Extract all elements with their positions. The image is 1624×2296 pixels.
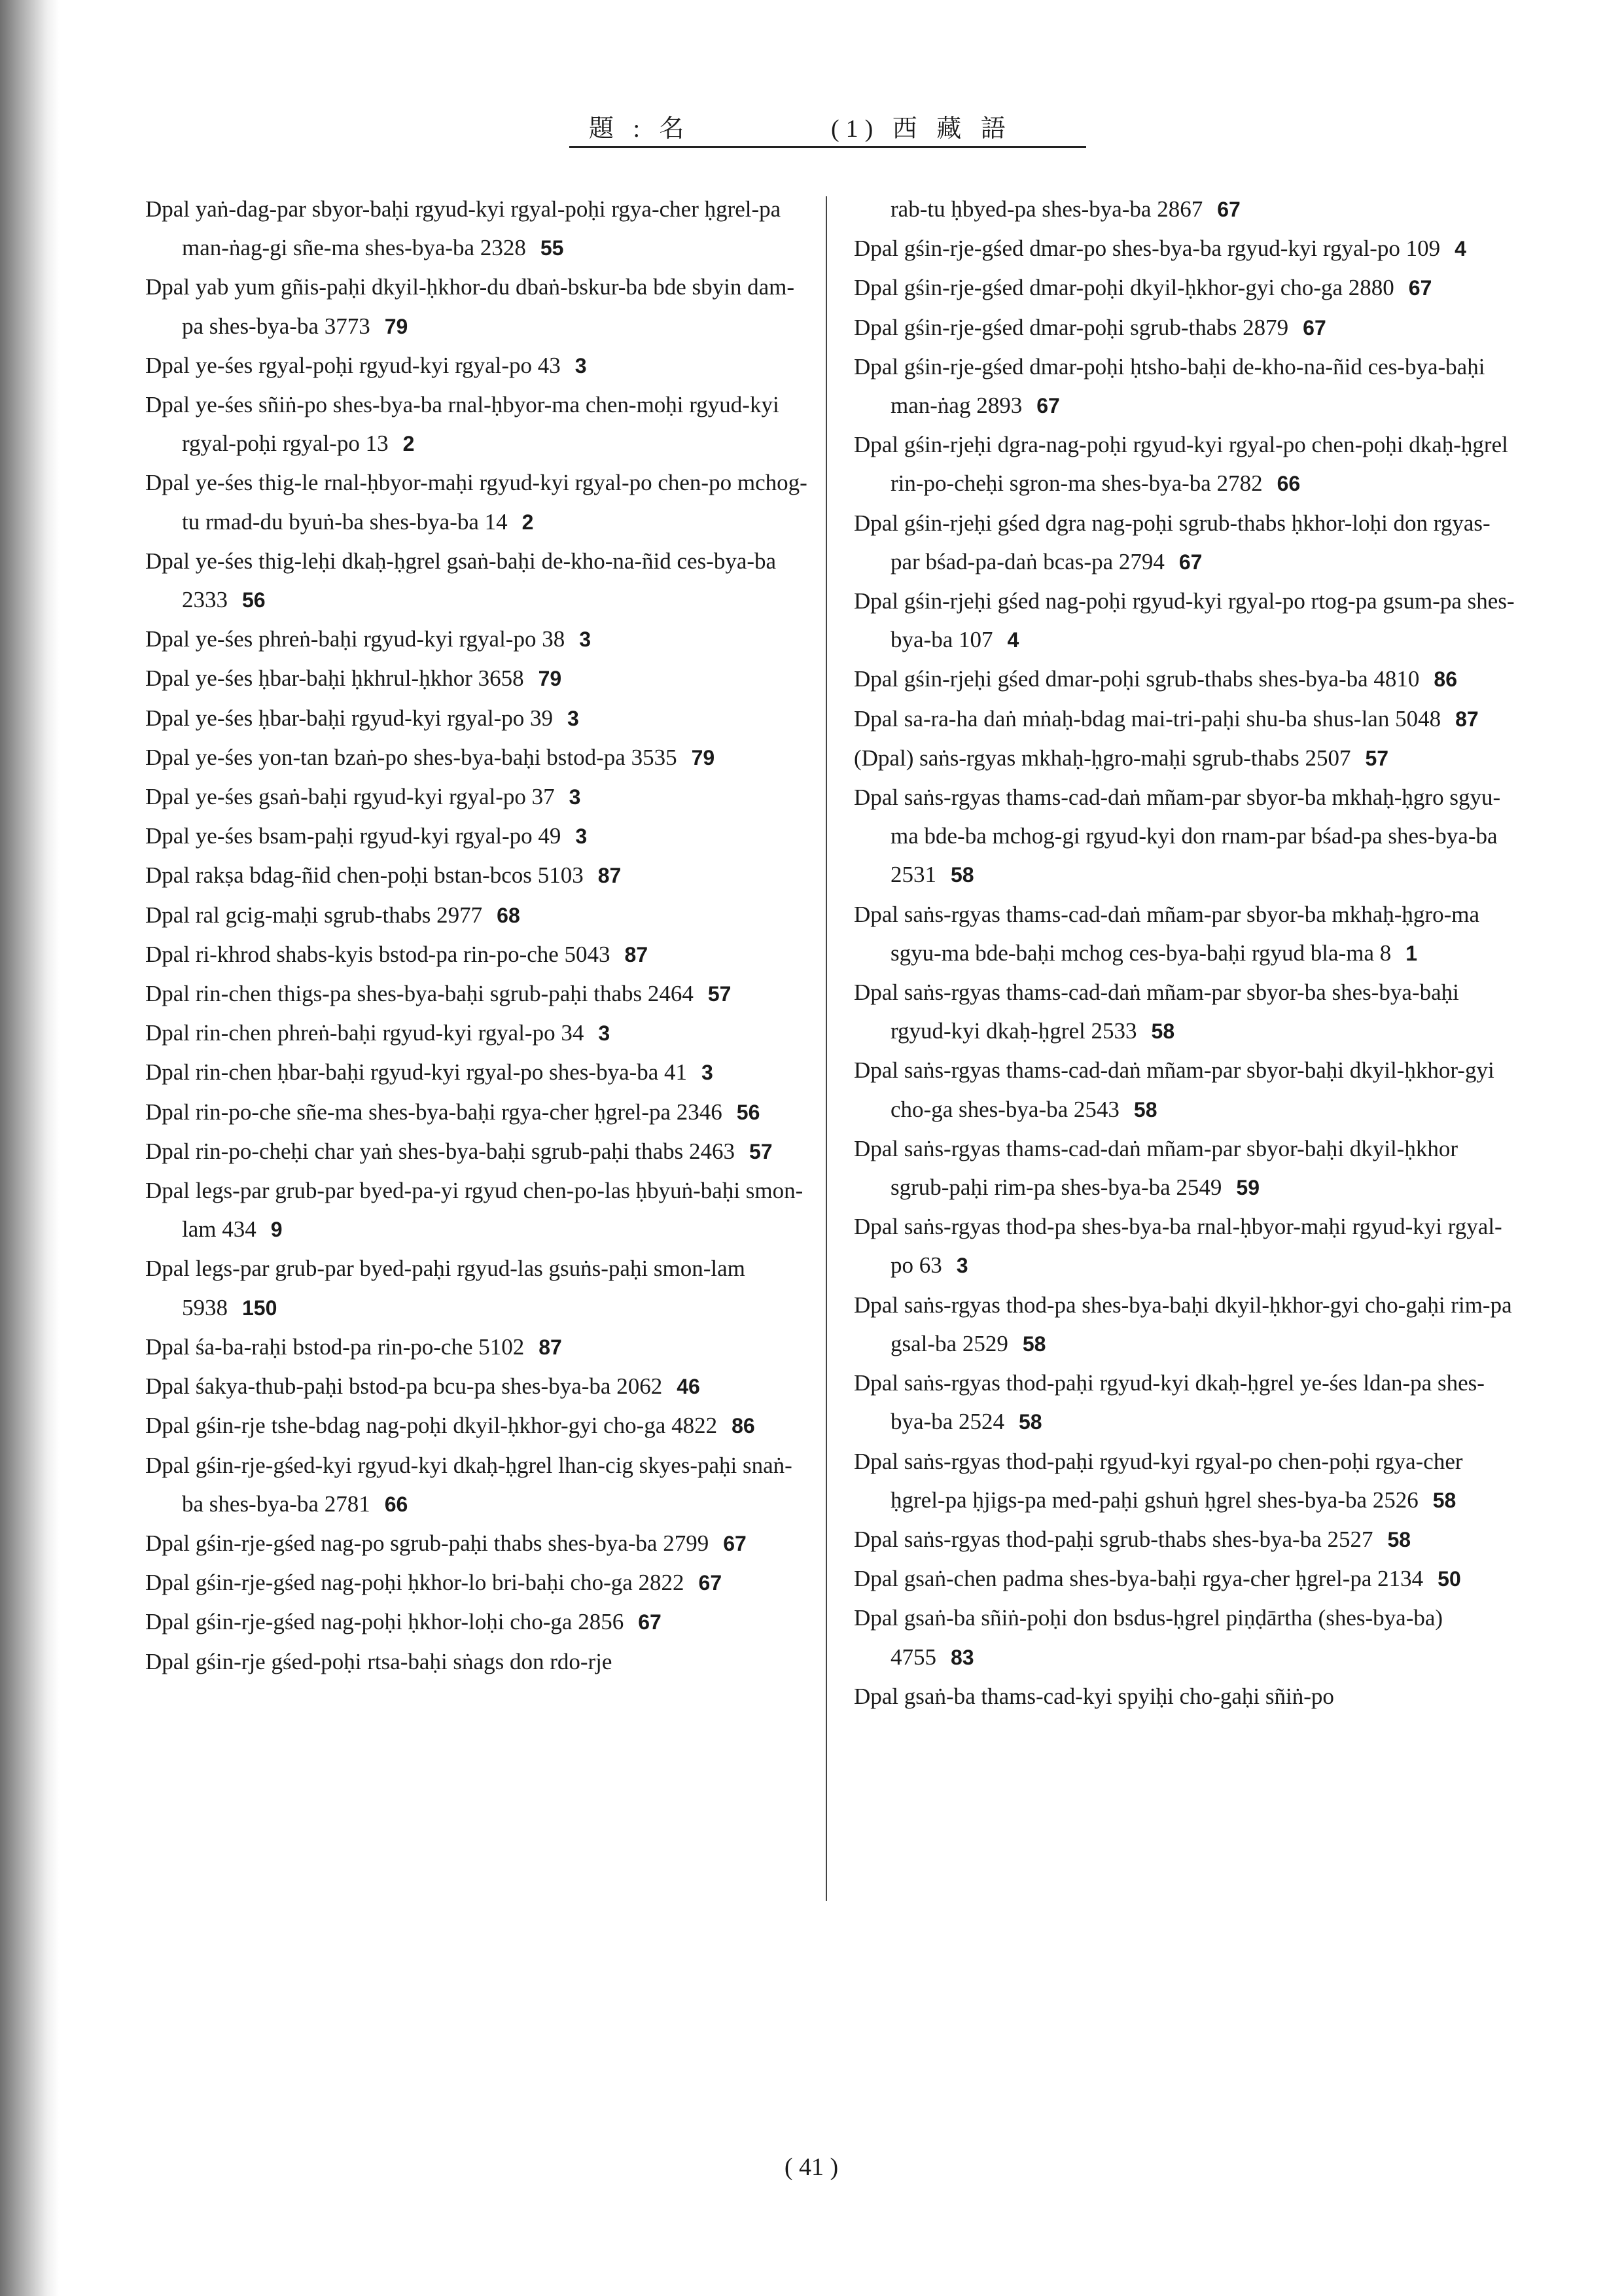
index-entry — [854, 1677, 1515, 1716]
entry-volume-ref: 87 — [624, 942, 648, 966]
entry-number: 2867 — [1157, 196, 1203, 222]
entry-volume-ref: 57 — [749, 1139, 773, 1163]
entry-number: 43 — [537, 352, 561, 378]
entry-text: Dpal yaṅ-dag-par sbyor-baḥi rgyud-kyi rgyal-poḥi rgya-cher ḥgrel-pa man-ṅag-gi sñe-ma shes-bya-ba — [145, 196, 781, 261]
entry-text: Dpal gśin-rje-gśed dmar-po shes-bya-ba rgyud-kyi rgyal-po — [854, 236, 1400, 262]
index-entry — [145, 620, 807, 659]
entry-text: (Dpal) saṅs-rgyas mkhaḥ-ḥgro-maḥi sgrub-thabs — [854, 745, 1299, 771]
entry-title — [145, 659, 807, 698]
entry-volume-ref: 58 — [1022, 1332, 1046, 1356]
page-binding-shadow — [0, 0, 59, 2296]
entry-volume-ref: 3 — [574, 353, 587, 378]
entry-number: 38 — [542, 626, 565, 652]
entry-number: 2799 — [663, 1530, 709, 1556]
entry-text: Dpal rin-po-cheḥi char yaṅ shes-bya-baḥi sgrub-paḥi thabs — [145, 1138, 684, 1164]
index-entry — [145, 1014, 807, 1053]
entry-volume-ref: 9 — [270, 1218, 283, 1242]
index-entry — [854, 895, 1515, 973]
index-entry — [854, 582, 1515, 660]
entry-volume-ref: 56 — [242, 588, 266, 612]
entry-title — [145, 1446, 807, 1524]
entry-text: Dpal gśin-rjeḥi gśed dgra nag-poḥi sgrub-thabs ḥkhor-loḥi don rgyas-par bśad-pa-daṅ bcas-pa — [854, 510, 1491, 574]
entry-number: 2533 — [1091, 1018, 1137, 1044]
entry-text: Dpal legs-par grub-par byed-pa-yi rgyud chen-po-las ḥbyuṅ-baḥi smon-lam — [145, 1178, 803, 1243]
entry-number: 4755 — [891, 1644, 936, 1670]
entry-title — [854, 347, 1515, 425]
entry-number: 2062 — [616, 1373, 663, 1400]
index-entry — [145, 1171, 807, 1249]
entry-number: 3658 — [478, 665, 524, 692]
index-entry — [145, 190, 807, 268]
entry-number: 39 — [530, 705, 553, 731]
index-entry — [145, 1446, 807, 1524]
index-entry — [145, 346, 807, 385]
index-entry — [854, 504, 1515, 582]
entry-text: Dpal śa-ba-raḥi bstod-pa rin-po-che — [145, 1333, 473, 1360]
entry-volume-ref: 67 — [1178, 550, 1203, 574]
entry-title — [145, 777, 807, 817]
entry-title — [145, 1093, 807, 1132]
index-entry — [854, 699, 1515, 739]
entry-title — [145, 935, 807, 974]
entry-title — [145, 190, 807, 268]
index-entry — [145, 896, 807, 935]
entry-text: Dpal saṅs-rgyas thams-cad-daṅ mñam-par sbyor-baḥi dkyil-ḥkhor-gyi cho-ga shes-bya-ba — [854, 1057, 1494, 1122]
page-number: ( 41 ) — [784, 2153, 839, 2181]
entry-title — [854, 504, 1515, 582]
entry-number: 2507 — [1305, 745, 1351, 771]
entry-text: Dpal saṅs-rgyas thams-cad-daṅ mñam-par sbyor-ba mkhaḥ-ḥgro sgyu-ma bde-ba mchog-gi rgyud-kyi don rnam-par bśad-pa shes-bya-ba — [854, 785, 1501, 849]
entry-number: 5938 — [182, 1294, 228, 1320]
index-entry — [854, 739, 1515, 778]
index-entry — [854, 268, 1515, 308]
entry-volume-ref: 3 — [579, 627, 591, 652]
entry-title — [145, 896, 807, 935]
entry-number: 2464 — [647, 981, 694, 1007]
entry-volume-ref: 58 — [1151, 1019, 1175, 1044]
entry-text: Dpal rin-po-che sñe-ma shes-bya-baḥi rgya-cher ḥgrel-pa — [145, 1099, 671, 1125]
entry-number: 2781 — [324, 1491, 370, 1517]
entry-volume-ref: 67 — [1036, 394, 1060, 418]
entry-number: 2346 — [676, 1099, 722, 1125]
entry-text: Dpal ye-śes thig-le rnal-ḥbyor-maḥi rgyud-kyi rgyal-po chen-po mchog-tu rmad-du byuṅ-ba shes-bya-ba — [145, 470, 807, 535]
entry-number: 5048 — [1395, 705, 1441, 732]
index-entry — [145, 777, 807, 817]
index-entry — [854, 1364, 1515, 1441]
entry-title — [145, 1602, 807, 1642]
entry-volume-ref: 4 — [1455, 237, 1466, 261]
entry-text: Dpal gśin-rje gśed-poḥi rtsa-baḥi sṅags don rdo-rje — [145, 1648, 612, 1674]
index-entry — [145, 1367, 807, 1406]
entry-text: Dpal gsaṅ-ba thams-cad-kyi spyiḥi cho-gaḥi sñiṅ-po — [854, 1683, 1334, 1709]
entry-volume-ref: 46 — [677, 1375, 700, 1399]
entry-volume-ref: 67 — [1217, 198, 1241, 221]
entry-volume-ref: 56 — [736, 1100, 760, 1124]
index-entry — [854, 660, 1515, 699]
entry-text: Dpal gśin-rje-gśed dmar-poḥi sgrub-thabs — [854, 314, 1237, 340]
entry-text: Dpal gśin-rjeḥi dgra-nag-poḥi rgyud-kyi rgyal-po chen-poḥi dkaḥ-ḥgrel rin-po-cheḥi sgron-ma shes-bya-ba — [854, 432, 1508, 497]
index-entry — [854, 308, 1515, 347]
entry-text: Dpal saṅs-rgyas thams-cad-daṅ mñam-par sbyor-baḥi dkyil-ḥkhor sgrub-paḥi rim-pa shes-bya-ba — [854, 1135, 1458, 1201]
entry-title — [854, 190, 1515, 229]
entry-title — [854, 1442, 1515, 1520]
entry-title — [145, 385, 807, 463]
entry-volume-ref: 58 — [1018, 1410, 1042, 1434]
entry-text: Dpal sa-ra-ha daṅ mṅaḥ-bdag mai-tri-paḥi shu-ba shus-lan — [854, 705, 1390, 732]
entry-volume-ref: 3 — [598, 1021, 610, 1046]
entry-text: Dpal gsaṅ-chen padma shes-bya-baḥi rgya-cher ḥgrel-pa — [854, 1566, 1372, 1592]
entry-number: 434 — [222, 1216, 256, 1243]
entry-title — [854, 778, 1515, 895]
entry-text: Dpal ral gcig-maḥi sgrub-thabs — [145, 902, 431, 928]
entry-number: 34 — [561, 1020, 584, 1046]
entry-volume-ref: 2 — [402, 432, 415, 456]
entry-number: 5103 — [537, 862, 584, 889]
entry-text: Dpal rin-chen ḥbar-baḥi rgyud-kyi rgyal-po shes-bya-ba — [145, 1059, 659, 1086]
entry-text: Dpal gśin-rje-gśed-kyi rgyud-kyi dkaḥ-ḥgrel lhan-cig skyes-paḥi snaṅ-ba shes-bya-ba — [145, 1452, 792, 1517]
index-entry — [145, 268, 807, 345]
entry-text: Dpal saṅs-rgyas thod-pa shes-bya-ba rnal-ḥbyor-maḥi rgyud-kyi rgyal-po — [854, 1214, 1502, 1279]
entry-volume-ref: 150 — [242, 1296, 277, 1320]
entry-number: 3773 — [324, 313, 370, 339]
entry-volume-ref: 87 — [1455, 707, 1479, 731]
entry-number: 2893 — [976, 393, 1023, 419]
entry-text: Dpal saṅs-rgyas thams-cad-daṅ mñam-par sbyor-ba mkhaḥ-ḥgro-ma sgyu-ma bde-baḥi mchog ces-bya-baḥi rgyud bla-ma — [854, 901, 1479, 966]
index-entry — [145, 1406, 807, 1445]
entry-number: 2856 — [578, 1609, 624, 1635]
entry-volume-ref: 67 — [698, 1571, 722, 1595]
entry-text: Dpal rin-chen phreṅ-baḥi rgyud-kyi rgyal-po — [145, 1020, 556, 1046]
entry-volume-ref: 55 — [540, 236, 564, 260]
index-entry — [854, 1286, 1515, 1364]
entry-title — [145, 1524, 807, 1563]
left-column — [145, 190, 807, 1681]
entry-title — [145, 817, 807, 856]
index-entry — [854, 190, 1515, 229]
index-entry — [854, 1129, 1515, 1207]
entry-number: 2526 — [1372, 1487, 1419, 1513]
entry-title — [145, 1642, 807, 1681]
index-entry — [145, 542, 807, 620]
header-title: 題 : 名 — [589, 115, 691, 143]
index-entry — [854, 347, 1515, 425]
entry-number: 2543 — [1073, 1096, 1120, 1122]
entry-number: 109 — [1405, 236, 1441, 262]
entry-text: Dpal saṅs-rgyas thams-cad-daṅ mñam-par sbyor-ba shes-bya-baḥi rgyud-kyi dkaḥ-ḥgrel — [854, 980, 1459, 1044]
entry-title — [145, 346, 807, 385]
entry-volume-ref: 87 — [597, 864, 622, 888]
entry-number: 2782 — [1216, 470, 1263, 497]
index-entry — [145, 817, 807, 856]
index-entry — [145, 1132, 807, 1171]
entry-title — [145, 699, 807, 738]
entry-title — [854, 699, 1515, 739]
entry-volume-ref: 67 — [1303, 315, 1326, 340]
entry-volume-ref: 2 — [521, 510, 534, 534]
column-divider — [826, 196, 827, 1901]
index-entry — [145, 659, 807, 698]
index-entry — [145, 1642, 807, 1681]
entry-volume-ref: 66 — [1277, 472, 1301, 496]
entry-title — [145, 620, 807, 659]
header-section: (1) 西 藏 語 — [831, 115, 1012, 143]
entry-volume-ref: 83 — [951, 1645, 974, 1669]
entry-number: 3535 — [631, 744, 677, 770]
entry-text: Dpal saṅs-rgyas thod-paḥi sgrub-thabs shes-bya-ba — [854, 1526, 1322, 1552]
entry-title — [854, 1598, 1515, 1676]
entry-text: Dpal rin-chen thigs-pa shes-bya-baḥi sgrub-paḥi thabs — [145, 981, 643, 1007]
entry-title — [145, 1367, 807, 1406]
entry-volume-ref: 86 — [1434, 667, 1457, 692]
entry-title — [145, 1171, 807, 1249]
entry-volume-ref: 66 — [384, 1492, 408, 1516]
entry-volume-ref: 58 — [1133, 1097, 1157, 1122]
entry-number: 4822 — [671, 1413, 718, 1439]
entry-text: Dpal yab yum gñis-paḥi dkyil-ḥkhor-du dbaṅ-bskur-ba bde sbyin dam-pa shes-bya-ba — [145, 274, 795, 339]
entry-number: 37 — [531, 784, 555, 810]
entry-number: 4810 — [1373, 666, 1420, 692]
entry-number: 2794 — [1118, 548, 1165, 574]
entry-title — [854, 1364, 1515, 1441]
index-entry — [145, 1249, 807, 1327]
entry-number: 5043 — [564, 941, 610, 967]
index-entry — [854, 1051, 1515, 1129]
entry-text: Dpal gsaṅ-ba sñiṅ-poḥi don bsdus-ḥgrel piṇḍārtha (shes-bya-ba) — [854, 1605, 1443, 1631]
entry-volume-ref: 3 — [956, 1254, 968, 1278]
entry-text: Dpal ye-śes ḥbar-baḥi rgyud-kyi rgyal-po — [145, 705, 525, 731]
entry-text: Dpal ye-śes bsam-paḥi rgyud-kyi rgyal-po — [145, 823, 533, 849]
entry-title — [145, 738, 807, 777]
index-entry — [854, 1442, 1515, 1520]
entry-number: 2822 — [638, 1570, 684, 1596]
entry-volume-ref: 67 — [723, 1531, 747, 1555]
entry-number: 2524 — [958, 1409, 1004, 1435]
entry-number: 2977 — [436, 902, 483, 928]
entry-number: 2134 — [1377, 1566, 1424, 1592]
index-entry — [854, 1207, 1515, 1285]
entry-number: 49 — [538, 823, 561, 849]
entry-number: 2879 — [1243, 314, 1289, 340]
entry-title — [145, 1053, 807, 1092]
entry-text: Dpal rakṣa bdag-ñid chen-poḥi bstan-bcos — [145, 862, 532, 889]
entry-title — [854, 1559, 1515, 1598]
entry-title — [854, 1129, 1515, 1207]
entry-number: 13 — [365, 431, 389, 457]
entry-number: 2880 — [1348, 275, 1394, 301]
entry-text: Dpal gśin-rje-gśed nag-poḥi ḥkhor-lo bri-baḥi cho-ga — [145, 1570, 633, 1596]
entry-text: Dpal saṅs-rgyas thod-paḥi rgyud-kyi rgyal-po chen-poḥi rgya-cher ḥgrel-pa ḥjigs-pa med-paḥi gshuṅ ḥgrel shes-bya-ba — [854, 1448, 1463, 1513]
entry-volume-ref: 3 — [569, 785, 581, 809]
entry-volume-ref: 79 — [384, 314, 408, 338]
entry-text: rab-tu ḥbyed-pa shes-bya-ba — [891, 196, 1152, 222]
entry-volume-ref: 79 — [538, 667, 562, 691]
index-entry — [854, 229, 1515, 268]
index-entry — [145, 856, 807, 895]
entry-number: 14 — [484, 508, 508, 535]
entry-volume-ref: 87 — [538, 1335, 562, 1359]
entry-text: Dpal ri-khrod shabs-kyis bstod-pa rin-po-che — [145, 941, 559, 967]
index-entry — [145, 1602, 807, 1642]
index-entry — [145, 1563, 807, 1602]
index-entry — [854, 1598, 1515, 1676]
index-entry — [145, 1053, 807, 1092]
entry-number: 107 — [958, 627, 993, 653]
entry-number: 41 — [664, 1059, 688, 1086]
index-entry — [854, 973, 1515, 1051]
entry-title — [854, 1520, 1515, 1559]
entry-title — [854, 973, 1515, 1051]
entry-title — [854, 1286, 1515, 1364]
index-entry — [145, 463, 807, 541]
entry-text: Dpal śakya-thub-paḥi bstod-pa bcu-pa shes-bya-ba — [145, 1373, 611, 1400]
entry-volume-ref: 1 — [1405, 941, 1418, 965]
entry-volume-ref: 59 — [1236, 1176, 1260, 1200]
entry-text: Dpal saṅs-rgyas thod-paḥi rgyud-kyi dkaḥ-ḥgrel ye-śes ldan-pa shes-bya-ba — [854, 1370, 1485, 1435]
entry-title — [854, 308, 1515, 347]
entry-volume-ref: 4 — [1007, 628, 1019, 652]
entry-title — [854, 425, 1515, 503]
index-entry — [145, 385, 807, 463]
entry-title — [854, 268, 1515, 308]
entry-number: 2463 — [688, 1138, 735, 1164]
entry-title — [145, 1249, 807, 1327]
entry-volume-ref: 57 — [1365, 746, 1389, 770]
entry-number: 2328 — [480, 235, 526, 261]
entry-text: Dpal ye-śes sñiṅ-po shes-bya-ba rnal-ḥbyor-ma chen-moḥi rgyud-kyi rgyal-poḥi rgyal-po — [145, 392, 779, 457]
entry-text: Dpal gśin-rjeḥi gśed nag-poḥi rgyud-kyi rgyal-po rtog-pa gsum-pa shes-bya-ba — [854, 588, 1515, 653]
entry-text: Dpal gśin-rje-gśed dmar-poḥi dkyil-ḥkhor-gyi cho-ga — [854, 275, 1343, 301]
entry-volume-ref: 86 — [732, 1414, 755, 1438]
entry-text: Dpal ye-śes thig-leḥi dkaḥ-ḥgrel gsaṅ-baḥi de-kho-na-ñid ces-bya-ba — [145, 548, 777, 574]
entry-text: Dpal gśin-rje-gśed nag-poḥi ḥkhor-loḥi cho-ga — [145, 1609, 573, 1635]
entry-volume-ref: 67 — [1408, 276, 1432, 300]
entry-text: Dpal ye-śes yon-tan bzaṅ-po shes-bya-baḥi bstod-pa — [145, 744, 626, 770]
entry-text: Dpal ye-śes gsaṅ-baḥi rgyud-kyi rgyal-po — [145, 784, 526, 810]
entry-volume-ref: 58 — [1432, 1488, 1456, 1512]
entry-title — [854, 1207, 1515, 1285]
entry-title — [854, 739, 1515, 778]
index-entry — [145, 1328, 807, 1367]
entry-volume-ref: 50 — [1438, 1567, 1461, 1591]
entry-volume-ref: 68 — [497, 903, 520, 927]
entry-text: Dpal gśin-rjeḥi gśed dmar-poḥi sgrub-thabs shes-bya-ba — [854, 666, 1368, 692]
entry-volume-ref: 3 — [575, 824, 588, 849]
entry-number: 63 — [919, 1252, 942, 1279]
entry-text: Dpal ye-śes phreṅ-baḥi rgyud-kyi rgyal-po — [145, 626, 537, 652]
entry-text: Dpal ye-śes rgyal-poḥi rgyud-kyi rgyal-po — [145, 352, 533, 378]
entry-text: Dpal legs-par grub-par byed-paḥi rgyud-las gsuṅs-paḥi smon-lam — [145, 1256, 745, 1282]
entry-number: 2529 — [962, 1330, 1008, 1356]
entry-title — [854, 895, 1515, 973]
entry-number: 2531 — [891, 862, 936, 888]
entry-title — [145, 542, 807, 620]
entry-title — [145, 1406, 807, 1445]
entry-title — [854, 582, 1515, 660]
entry-text: Dpal gśin-rje-gśed dmar-poḥi ḥtsho-baḥi de-kho-na-ñid ces-bya-baḥi man-ṅag — [854, 353, 1485, 419]
entry-volume-ref: 67 — [638, 1610, 662, 1634]
entry-title — [145, 1563, 807, 1602]
index-entry — [145, 1524, 807, 1563]
entry-number: 5102 — [478, 1333, 525, 1360]
entry-title — [145, 463, 807, 541]
index-entry — [145, 738, 807, 777]
entry-title — [145, 1328, 807, 1367]
entry-text: Dpal gśin-rje-gśed nag-po sgrub-paḥi thabs shes-bya-ba — [145, 1530, 658, 1556]
index-entry — [854, 1520, 1515, 1559]
right-column — [854, 190, 1515, 1716]
index-entry — [145, 1093, 807, 1132]
entry-title — [145, 856, 807, 895]
entry-title — [854, 1051, 1515, 1129]
entry-number: 2333 — [182, 587, 228, 613]
entry-number: 2527 — [1327, 1526, 1373, 1552]
index-entry — [145, 974, 807, 1014]
index-entry — [854, 1559, 1515, 1598]
running-header — [569, 108, 1086, 148]
entry-volume-ref: 3 — [567, 706, 579, 730]
entry-text: Dpal saṅs-rgyas thod-pa shes-bya-baḥi dkyil-ḥkhor-gyi cho-gaḥi rim-pa gsal-ba — [854, 1292, 1512, 1356]
entry-text: Dpal ye-śes ḥbar-baḥi ḥkhrul-ḥkhor — [145, 665, 472, 692]
entry-number: 2549 — [1176, 1174, 1222, 1201]
index-entry — [854, 778, 1515, 895]
index-entry — [854, 425, 1515, 503]
entry-text: Dpal gśin-rje tshe-bdag nag-poḥi dkyil-ḥkhor-gyi cho-ga — [145, 1413, 666, 1439]
entry-number: 8 — [1379, 940, 1392, 966]
index-entry — [145, 935, 807, 974]
entry-title — [145, 1014, 807, 1053]
entry-title — [854, 229, 1515, 268]
entry-title — [854, 660, 1515, 699]
index-entry — [145, 699, 807, 738]
entry-title — [854, 1677, 1515, 1716]
entry-volume-ref: 58 — [1387, 1527, 1411, 1551]
entry-title — [145, 1132, 807, 1171]
entry-volume-ref: 58 — [951, 863, 974, 887]
entry-volume-ref: 57 — [707, 982, 732, 1006]
entry-title — [145, 268, 807, 345]
entry-volume-ref: 79 — [691, 745, 715, 769]
entry-title — [145, 974, 807, 1014]
entry-volume-ref: 3 — [701, 1061, 713, 1085]
